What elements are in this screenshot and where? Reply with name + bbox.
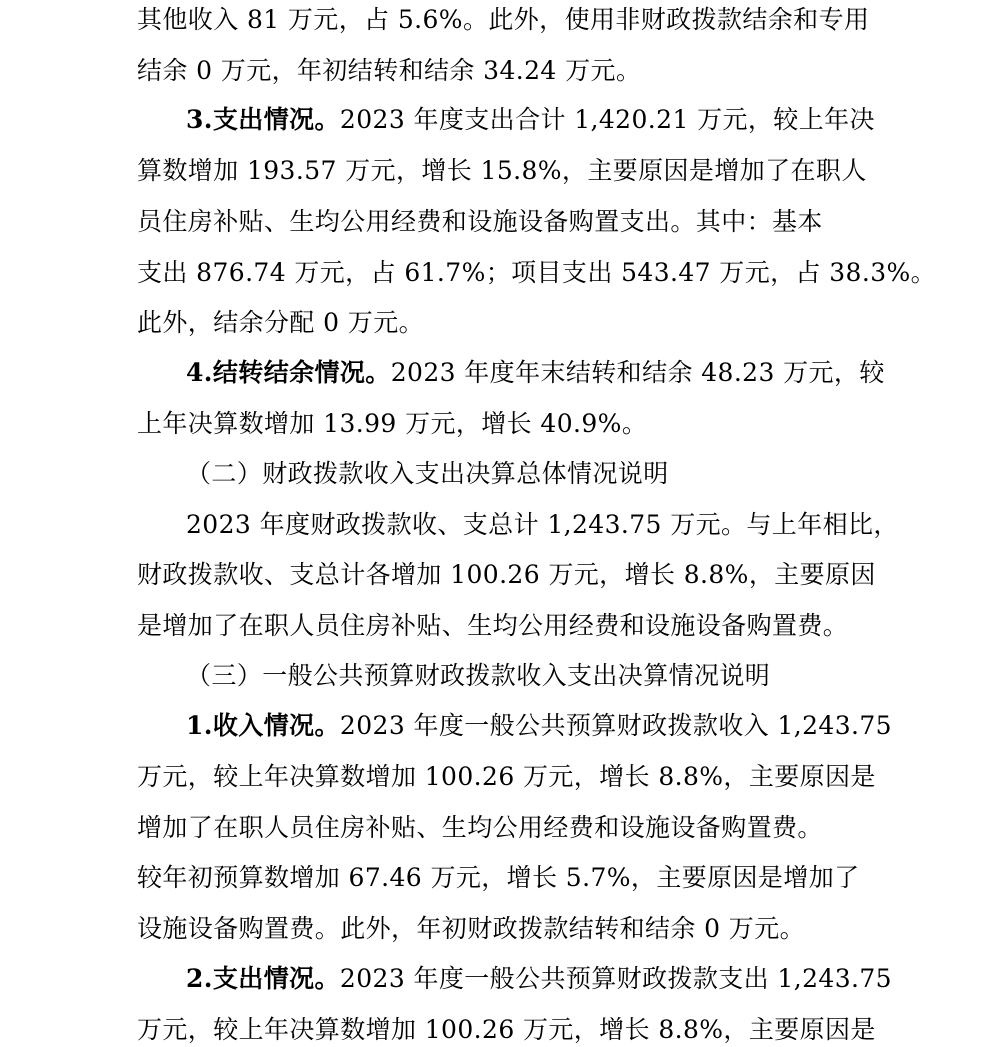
paragraph-text: 2023 年度年末结转和结余 48.23 万元，较	[390, 358, 885, 387]
paragraph-line: 增加了在职人员住房补贴、生均公用经费和设施设备购置费。	[137, 813, 823, 842]
paragraph-line	[186, 709, 892, 743]
section-heading-expenditure: 3.支出情况。	[186, 105, 340, 134]
paragraph-line: 较年初预算数增加 67.46 万元，增长 5.7%，主要原因是增加了	[137, 863, 860, 892]
paragraph-line: 此外，结余分配 0 万元。	[137, 308, 425, 337]
paragraph-line: 上年决算数增加 13.99 万元，增长 40.9%。	[137, 409, 648, 438]
paragraph-line	[186, 962, 892, 996]
paragraph-text: 2023 年度一般公共预算财政拨款收入 1,243.75	[339, 711, 892, 740]
paragraph-line: 支出 876.74 万元，占 61.7%；项目支出 543.47 万元，占 38.3%。	[137, 258, 937, 287]
paragraph-line	[186, 356, 885, 390]
section-heading-carryover: 4.结转结余情况。	[186, 358, 391, 387]
paragraph-text: 2023 年度支出合计 1,420.21 万元，较上年决	[339, 105, 875, 134]
paragraph-line: 员住房补贴、生均公用经费和设施设备购置支出。其中：基本	[137, 207, 823, 236]
paragraph-line: 是增加了在职人员住房补贴、生均公用经费和设施设备购置费。	[137, 611, 849, 640]
paragraph-line	[186, 103, 875, 137]
paragraph-text: 2023 年度一般公共预算财政拨款支出 1,243.75	[339, 964, 892, 993]
section-heading-income: 1.收入情况。	[186, 711, 340, 740]
paragraph-line: 其他收入 81 万元，占 5.6%。此外，使用非财政拨款结余和专用	[137, 5, 870, 34]
paragraph-line: 算数增加 193.57 万元，增长 15.8%，主要原因是增加了在职人	[137, 156, 867, 185]
paragraph-line: 万元，较上年决算数增加 100.26 万元，增长 8.8%，主要原因是	[137, 762, 876, 791]
section-heading-expenditure-general: 2.支出情况。	[186, 964, 340, 993]
paragraph-line: 财政拨款收、支总计各增加 100.26 万元，增长 8.8%，主要原因	[137, 560, 876, 589]
subsection-heading: （二）财政拨款收入支出决算总体情况说明	[186, 459, 669, 488]
paragraph-line: 2023 年度财政拨款收、支总计 1,243.75 万元。与上年相比，	[186, 510, 899, 539]
paragraph-line: 结余 0 万元，年初结转和结余 34.24 万元。	[137, 56, 642, 85]
paragraph-line: 万元，较上年决算数增加 100.26 万元，增长 8.8%，主要原因是	[137, 1015, 876, 1044]
subsection-heading: （三）一般公共预算财政拨款收入支出决算情况说明	[186, 661, 771, 690]
paragraph-line: 设施设备购置费。此外，年初财政拨款结转和结余 0 万元。	[137, 914, 806, 943]
